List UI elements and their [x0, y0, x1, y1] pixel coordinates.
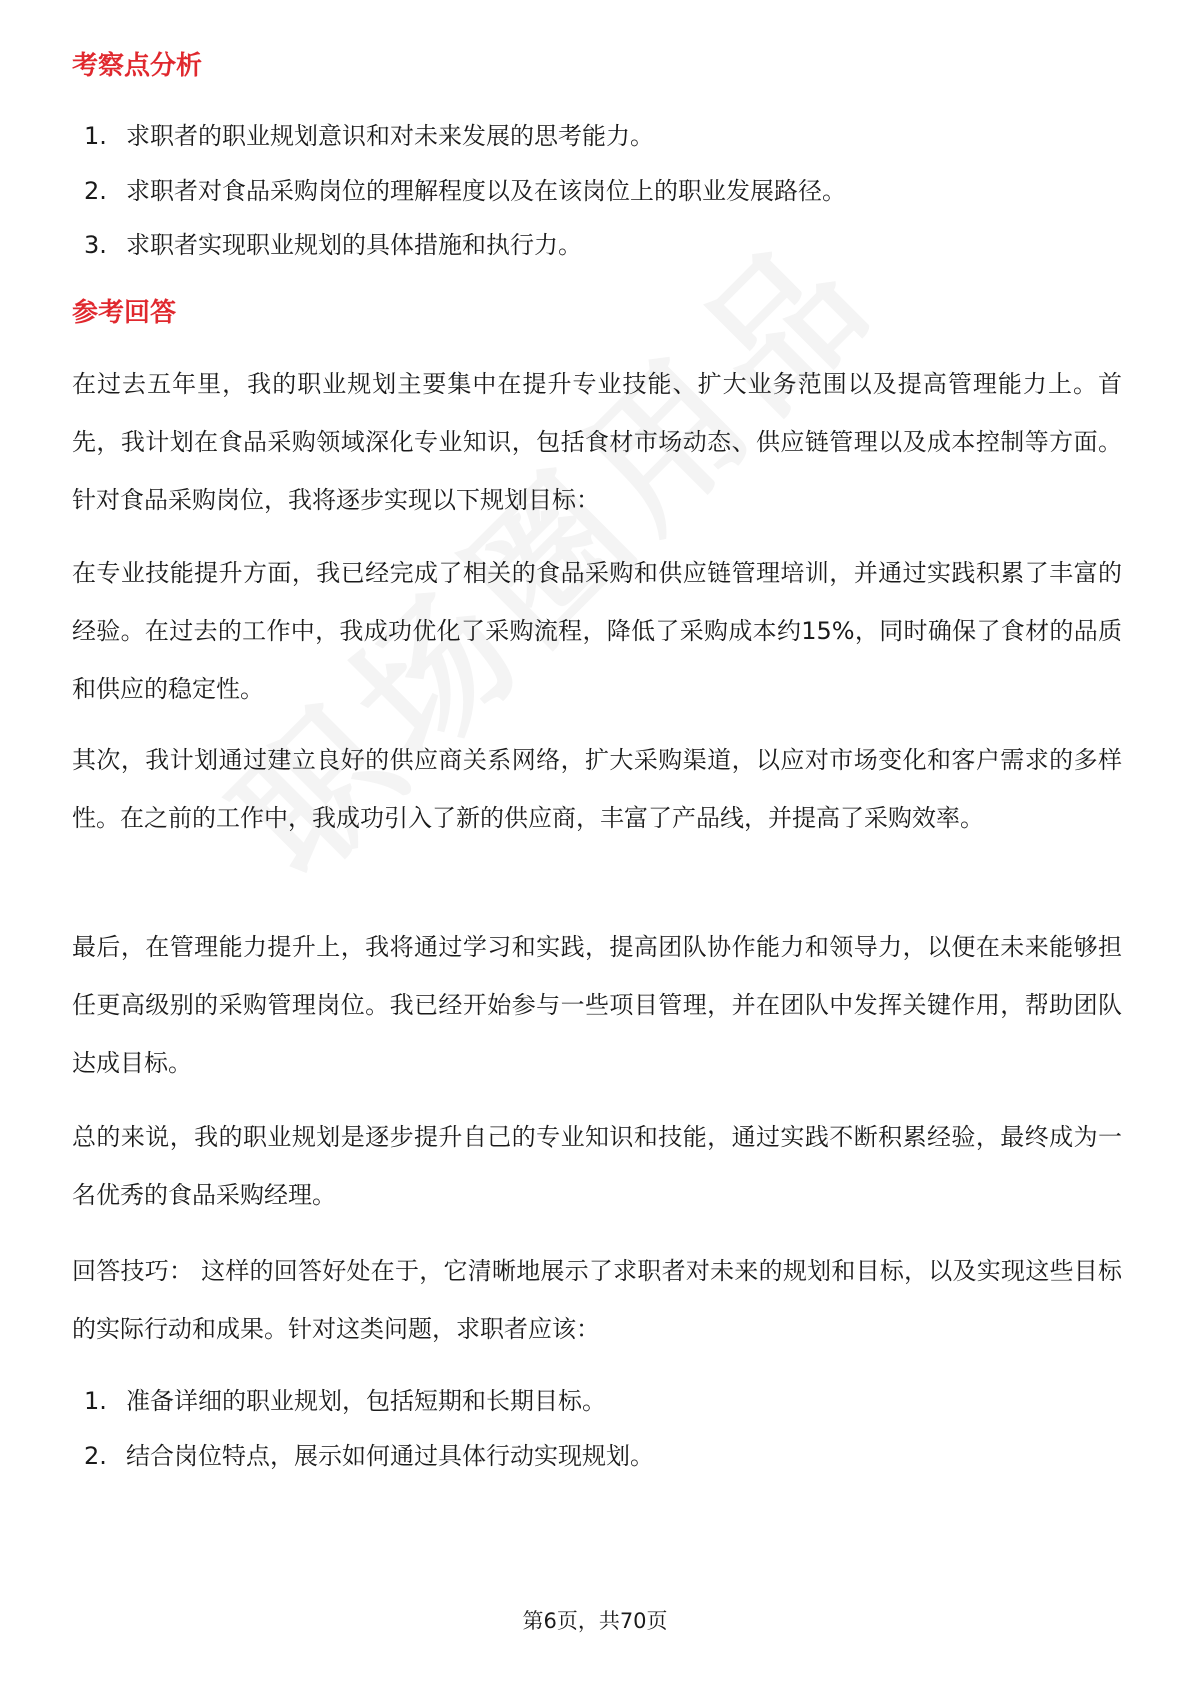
paragraph: 在专业技能提升方面，我已经完成了相关的食品采购和供应链管理培训，并通过实践积累了丰富的经验。在过去的工作中，我成功优化了采购流程，降低了采购成本约15%，同时确保了食材的品质和供应的稳定性。 [72, 559, 1122, 703]
list-number: 1. [84, 1387, 107, 1415]
section-title-analysis: 考察点分析 [72, 51, 203, 81]
list-text: 结合岗位特点，展示如何通过具体行动实现规划。 [126, 1442, 654, 1470]
list-number: 2. [84, 1442, 107, 1470]
list-item [84, 229, 582, 261]
list-number: 3. [84, 231, 107, 259]
paragraph: 其次，我计划通过建立良好的供应商关系网络，扩大采购渠道，以应对市场变化和客户需求的多样性。在之前的工作中，我成功引入了新的供应商，丰富了产品线，并提高了采购效率。 [72, 746, 1122, 832]
paragraph: 总的来说，我的职业规划是逐步提升自己的专业知识和技能，通过实践不断积累经验，最终成为一名优秀的食品采购经理。 [72, 1123, 1122, 1209]
list-item [84, 1385, 606, 1417]
list-text: 准备详细的职业规划，包括短期和长期目标。 [126, 1387, 606, 1415]
list-item [84, 120, 654, 152]
page-number: 第6页，共70页 [522, 1609, 668, 1633]
list-text: 求职者对食品采购岗位的理解程度以及在该岗位上的职业发展路径。 [126, 177, 846, 205]
paragraph: 最后，在管理能力提升上，我将通过学习和实践，提高团队协作能力和领导力，以便在未来能够担任更高级别的采购管理岗位。我已经开始参与一些项目管理，并在团队中发挥关键作用，帮助团队达成目标。 [72, 933, 1122, 1077]
paragraph: 在过去五年里，我的职业规划主要集中在提升专业技能、扩大业务范围以及提高管理能力上。首先，我计划在食品采购领域深化专业知识，包括食材市场动态、供应链管理以及成本控制等方面。针对食品采购岗位，我将逐步实现以下规划目标： [72, 370, 1122, 514]
list-text: 求职者的职业规划意识和对未来发展的思考能力。 [126, 122, 654, 150]
list-item [84, 175, 846, 207]
section-title-answer: 参考回答 [72, 298, 177, 328]
list-number: 1. [84, 122, 107, 150]
list-text: 求职者实现职业规划的具体措施和执行力。 [126, 231, 582, 259]
list-item [84, 1440, 654, 1472]
answer-tip: 回答技巧： 这样的回答好处在于，它清晰地展示了求职者对未来的规划和目标，以及实现这些目标的实际行动和成果。针对这类问题，求职者应该： [72, 1257, 1122, 1343]
list-number: 2. [84, 177, 107, 205]
